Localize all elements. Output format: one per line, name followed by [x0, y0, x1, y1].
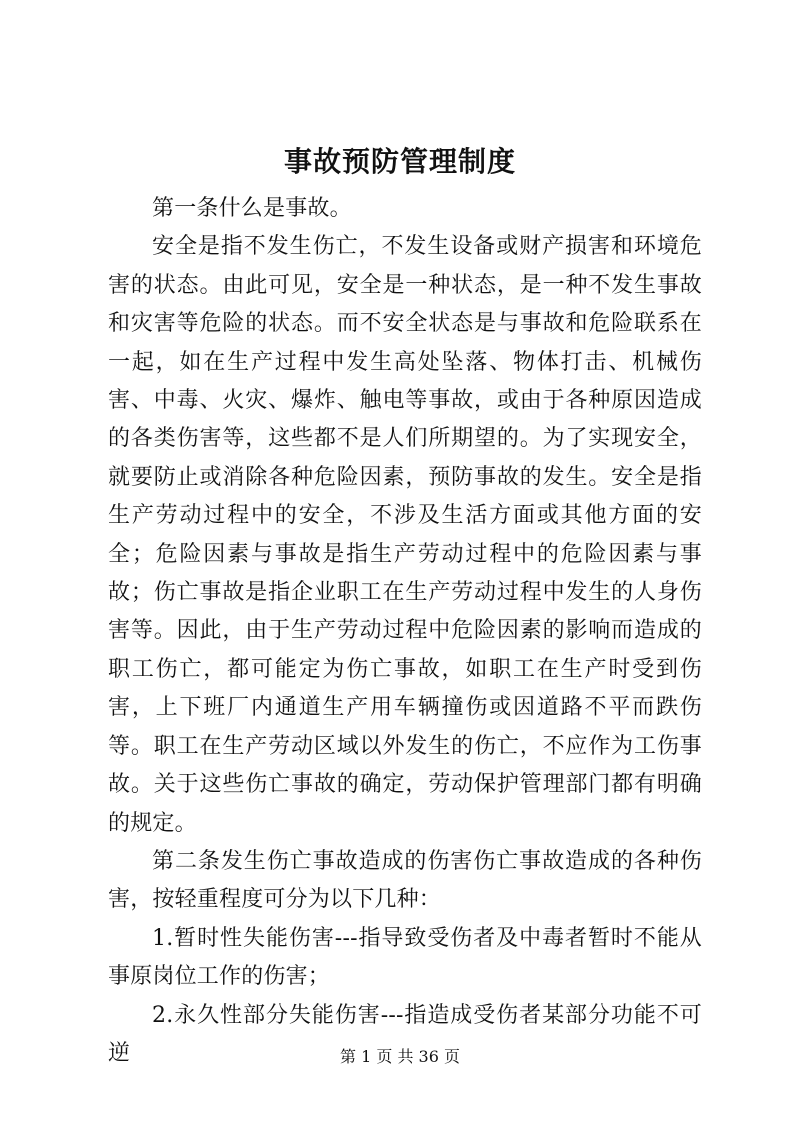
paragraph-article-1-heading: 第一条什么是事故。 — [152, 196, 352, 221]
document-body — [108, 190, 702, 1073]
paragraph-safety-definition: 安全是指不发生伤亡，不发生设备或财产损害和环境危害的状态。由此可见，安全是一种状态，是一种不发生事故和灾害等危险的状态。而不安全状态是与事故和危险联系在一起，如在生产过程中发生高处坠落、物体打击、机械伤害、中毒、火灾、爆炸、触电等事故，或由于各种原因造成的各类伤害等，这些都不是人们所期望的。为了实现安全，就要防止或消除各种危险因素，预防事故的发生。安全是指生产劳动过程中的安全，不涉及生活方面或其他方面的安全；危险因素与事故是指生产劳动过程中的危险因素与事故；伤亡事故是指企业职工在生产劳动过程中发生的人身伤害等。因此，由于生产劳动过程中危险因素的影响而造成的职工伤亡，都可能定为伤亡事故，如职工在生产时受到伤害，上下班厂内通道生产用车辆撞伤或因道路不平而跌伤等。职工在生产劳动区域以外发生的伤亡，不应作为工伤事故。关于这些伤亡事故的确定，劳动保护管理部门都有明确的规定。 — [108, 234, 702, 836]
paragraph-item-1: 1.暂时性失能伤害---指导致受伤者及中毒者暂时不能从事原岗位工作的伤害； — [108, 925, 702, 990]
paragraph-article-2-heading: 第二条发生伤亡事故造成的伤害伤亡事故造成的各种伤害，按轻重程度可分为以下几种： — [108, 848, 702, 913]
page-footer: 第 1 页 共 36 页 — [340, 1047, 460, 1066]
document-title: 事故预防管理制度 — [283, 145, 516, 178]
paragraph-item-2: 2.永久性部分失能伤害---指造成受伤者某部分功能不可逆 — [108, 1002, 702, 1066]
